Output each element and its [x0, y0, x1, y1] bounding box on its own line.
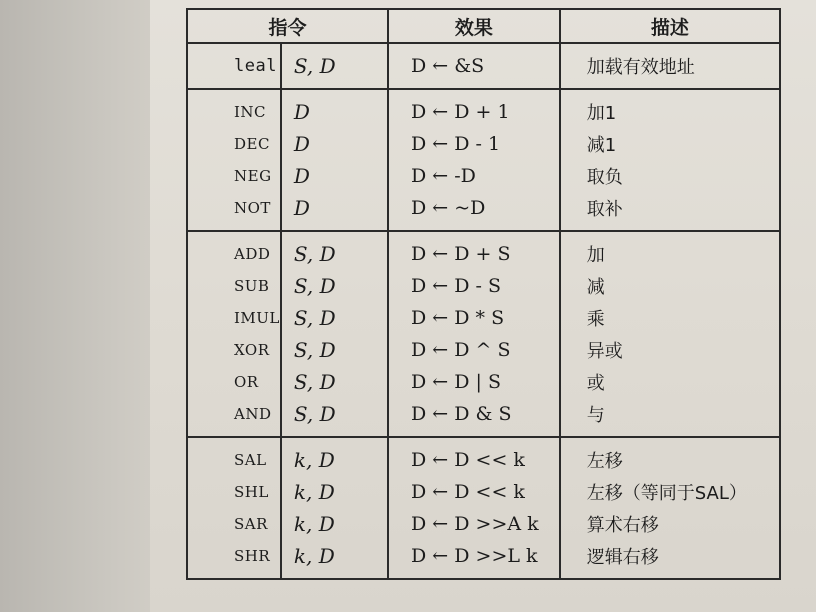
instruction-effect: D ← D - S — [388, 270, 560, 302]
instruction-operands: k, D — [281, 508, 388, 540]
instruction-operands: S, D — [281, 43, 388, 89]
instruction-name: SHR — [187, 540, 281, 579]
instruction-effect: D ← D | S — [388, 366, 560, 398]
instruction-operands: S, D — [281, 231, 388, 270]
instruction-table — [186, 8, 781, 580]
instruction-operands: D — [281, 160, 388, 192]
group-binary — [187, 231, 780, 437]
instruction-effect: D ← D + S — [388, 231, 560, 270]
instruction-operands: D — [281, 192, 388, 231]
instruction-name: NEG — [187, 160, 281, 192]
instruction-operands: S, D — [281, 270, 388, 302]
instruction-description: 逻辑右移 — [560, 540, 780, 579]
instruction-operands: S, D — [281, 334, 388, 366]
table-row — [187, 128, 780, 160]
instruction-effect: D ← ~D — [388, 192, 560, 231]
instruction-name: INC — [187, 89, 281, 128]
instruction-effect: D ← &S — [388, 43, 560, 89]
instruction-effect: D ← D << k — [388, 476, 560, 508]
instruction-effect: D ← D & S — [388, 398, 560, 437]
instruction-operands: D — [281, 128, 388, 160]
table-row — [187, 398, 780, 437]
instruction-description: 加 — [560, 231, 780, 270]
instruction-name: XOR — [187, 334, 281, 366]
instruction-name: ADD — [187, 231, 281, 270]
instruction-description: 异或 — [560, 334, 780, 366]
instruction-effect: D ← -D — [388, 160, 560, 192]
instruction-description: 算术右移 — [560, 508, 780, 540]
group-unary — [187, 89, 780, 231]
group-address — [187, 43, 780, 89]
instruction-description: 取负 — [560, 160, 780, 192]
instruction-description: 减1 — [560, 128, 780, 160]
instruction-description: 或 — [560, 366, 780, 398]
instruction-effect: D ← D >>A k — [388, 508, 560, 540]
instruction-description: 取补 — [560, 192, 780, 231]
table-row — [187, 508, 780, 540]
table-row — [187, 192, 780, 231]
table-row — [187, 437, 780, 476]
table-row — [187, 302, 780, 334]
instruction-operands: S, D — [281, 302, 388, 334]
instruction-description: 左移（等同于SAL） — [560, 476, 780, 508]
instruction-name: SAL — [187, 437, 281, 476]
instruction-description: 加1 — [560, 89, 780, 128]
instruction-name: OR — [187, 366, 281, 398]
instruction-operands: k, D — [281, 476, 388, 508]
instruction-operands: S, D — [281, 366, 388, 398]
table-header-row — [187, 9, 780, 43]
instruction-description: 左移 — [560, 437, 780, 476]
instruction-description: 与 — [560, 398, 780, 437]
instruction-description: 加载有效地址 — [560, 43, 780, 89]
instruction-operands: k, D — [281, 540, 388, 579]
header-description: 描述 — [560, 9, 780, 43]
table-row — [187, 476, 780, 508]
instruction-effect: D ← D * S — [388, 302, 560, 334]
table-row — [187, 270, 780, 302]
instruction-name: leal — [187, 43, 281, 89]
instruction-name: IMUL — [187, 302, 281, 334]
table-row — [187, 43, 780, 89]
table-row — [187, 540, 780, 579]
instruction-effect: D ← D << k — [388, 437, 560, 476]
table-row — [187, 89, 780, 128]
table-row — [187, 231, 780, 270]
instruction-name: NOT — [187, 192, 281, 231]
instruction-name: SAR — [187, 508, 281, 540]
instruction-effect: D ← D + 1 — [388, 89, 560, 128]
group-shift — [187, 437, 780, 579]
instruction-name: SUB — [187, 270, 281, 302]
header-effect: 效果 — [388, 9, 560, 43]
instruction-description: 减 — [560, 270, 780, 302]
instruction-operands: k, D — [281, 437, 388, 476]
instruction-effect: D ← D - 1 — [388, 128, 560, 160]
table-row — [187, 334, 780, 366]
instruction-effect: D ← D ^ S — [388, 334, 560, 366]
instruction-name: SHL — [187, 476, 281, 508]
instruction-operands: S, D — [281, 398, 388, 437]
table-row — [187, 366, 780, 398]
instruction-name: AND — [187, 398, 281, 437]
instruction-operands: D — [281, 89, 388, 128]
instruction-effect: D ← D >>L k — [388, 540, 560, 579]
header-instruction: 指令 — [187, 9, 388, 43]
instruction-description: 乘 — [560, 302, 780, 334]
table-row — [187, 160, 780, 192]
instruction-name: DEC — [187, 128, 281, 160]
